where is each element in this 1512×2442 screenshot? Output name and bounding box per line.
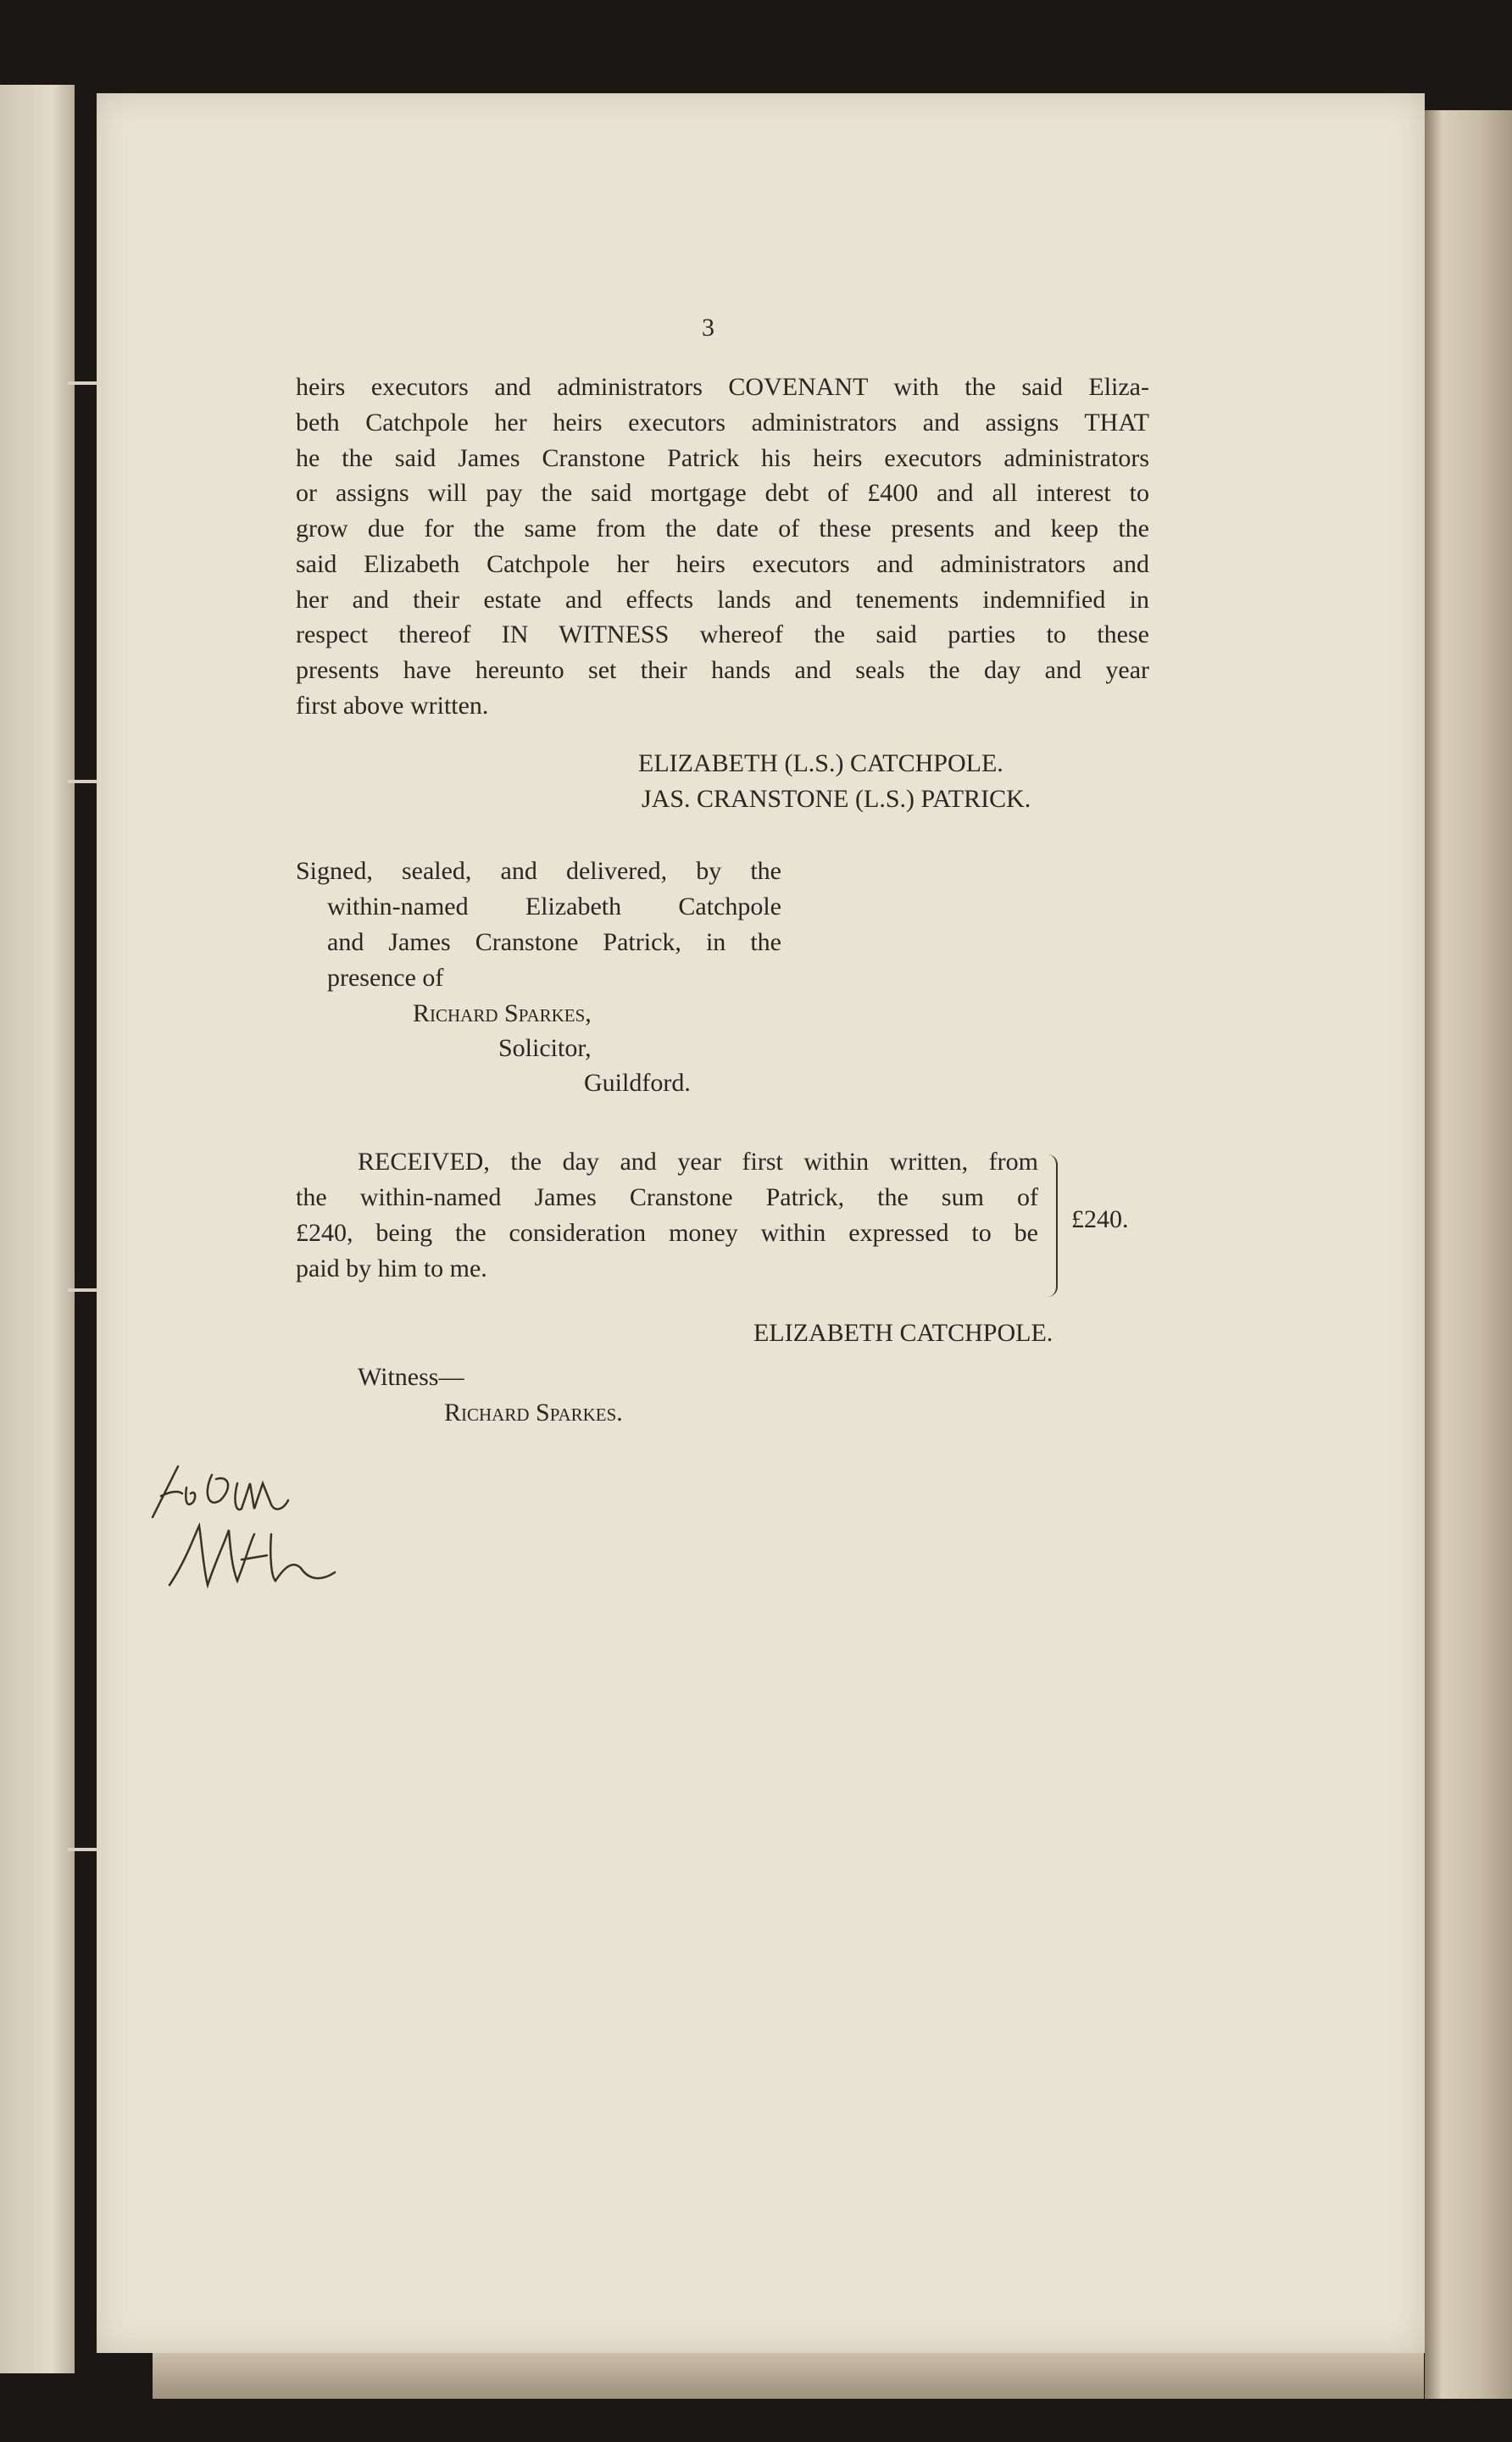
signatory-line: ELIZABETH (L.S.) CATCHPOLE. xyxy=(638,749,1003,777)
attestation-line: within-named Elizabeth Catchpole xyxy=(327,893,781,921)
body-line: presents have hereunto set their hands and seals the day and year xyxy=(296,656,1149,684)
body-line: said Elizabeth Catchpole her heirs executors and administrators and xyxy=(296,550,1149,578)
witness-name: Richard Sparkes, xyxy=(413,999,592,1027)
receipt-witness-name: Richard Sparkes. xyxy=(444,1399,623,1427)
body-line: he the said James Cranstone Patrick his heirs executors administrators xyxy=(296,444,1149,472)
page-stack-bottom xyxy=(153,2348,1424,2399)
binding-stitch xyxy=(68,1848,98,1851)
body-line: first above written. xyxy=(296,692,489,720)
handwritten-initials xyxy=(144,1449,356,1610)
signatory-line: JAS. CRANSTONE (L.S.) PATRICK. xyxy=(642,785,1031,813)
binding-stitch xyxy=(68,780,98,783)
receipt-witness-label: Witness— xyxy=(358,1363,464,1391)
body-line: or assigns will pay the said mortgage debt of £400 and all interest to xyxy=(296,479,1149,507)
page-stack-edge xyxy=(1425,110,1512,2399)
attestation-line: presence of xyxy=(327,964,444,992)
receipt-signatory: ELIZABETH CATCHPOLE. xyxy=(753,1319,1053,1347)
receipt-line: the within-named James Cranstone Patrick, the sum of xyxy=(296,1183,1038,1211)
attestation-line: Signed, sealed, and delivered, by the xyxy=(296,857,781,885)
receipt-brace xyxy=(1044,1154,1058,1297)
witness-place: Guildford. xyxy=(584,1069,691,1097)
page-number: 3 xyxy=(702,314,714,342)
witness-title: Solicitor, xyxy=(498,1034,592,1062)
receipt-line: paid by him to me. xyxy=(296,1254,487,1282)
attestation-line: and James Cranstone Patrick, in the xyxy=(327,928,781,956)
body-line: grow due for the same from the date of these presents and keep the xyxy=(296,515,1149,542)
binding-stitch xyxy=(68,1288,98,1292)
receipt-line: £240, being the consideration money within expressed to be xyxy=(296,1219,1038,1247)
binding-stitch xyxy=(68,381,98,385)
body-line: her and their estate and effects lands and tenements indemnified in xyxy=(296,586,1149,614)
body-line: heirs executors and administrators COVENANT with the said Eliza- xyxy=(296,373,1149,401)
receipt-amount: £240. xyxy=(1071,1205,1129,1233)
receipt-line: RECEIVED, the day and year first within written, from xyxy=(358,1148,1038,1176)
body-line: respect thereof IN WITNESS whereof the said parties to these xyxy=(296,620,1149,648)
adjacent-page-edge xyxy=(0,85,75,2373)
body-line: beth Catchpole her heirs executors administrators and assigns THAT xyxy=(296,409,1149,437)
